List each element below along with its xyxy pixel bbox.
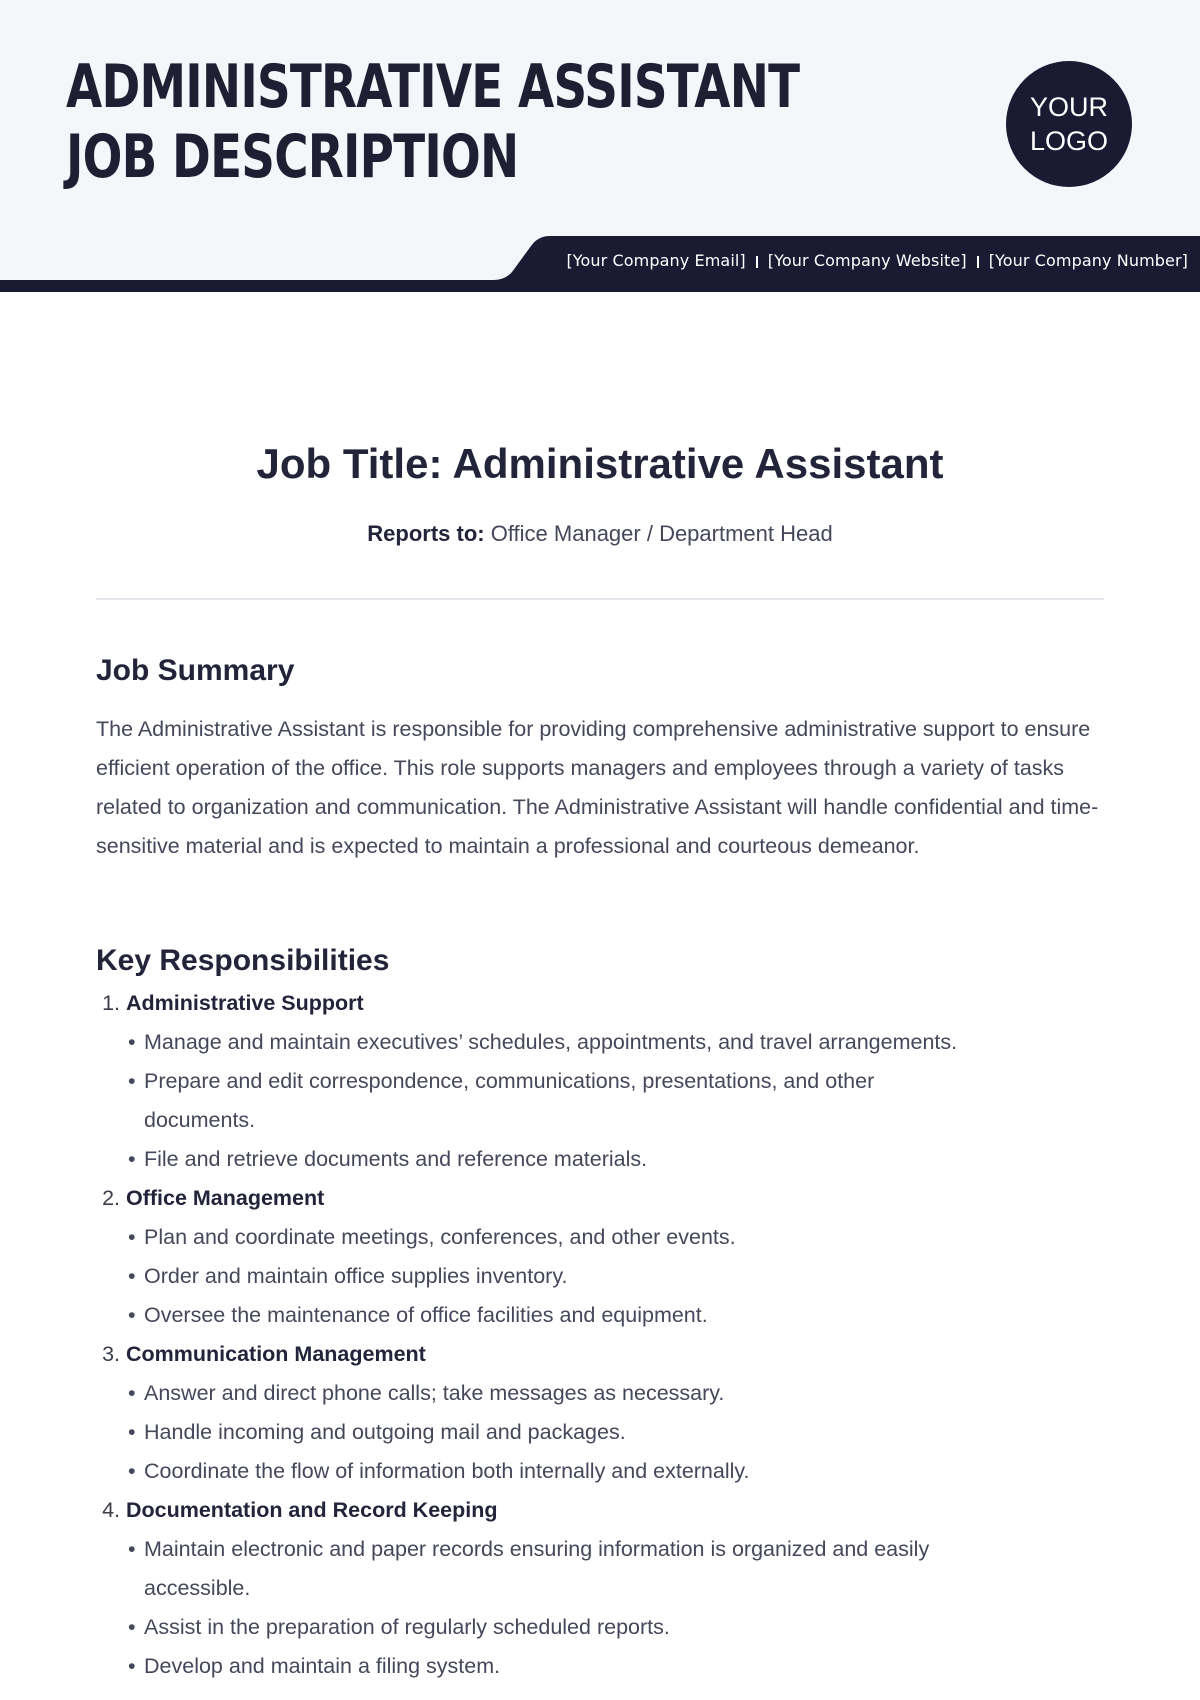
- contact-info: [566, 251, 1188, 270]
- responsibility-bullets: [96, 1530, 1104, 1686]
- bullet-item: • Order and maintain office supplies inventory.: [128, 1264, 568, 1288]
- responsibility-item: [96, 1179, 1104, 1335]
- company-email: [Your Company Email]: [566, 251, 746, 270]
- logo-text-line1: YOUR: [1029, 92, 1108, 122]
- bullet-item: • Assist in the preparation of regularly scheduled reports.: [128, 1615, 670, 1639]
- responsibility-item: [96, 984, 1104, 1179]
- section-divider: [96, 598, 1104, 600]
- reports-to: [96, 521, 1104, 547]
- job-title: Job Title: Administrative Assistant: [256, 440, 944, 487]
- document-title-line1: ADMINISTRATIVE ASSISTANT: [66, 52, 800, 122]
- bullet-item: • Maintain electronic and paper records ensuring information is organized and easily accessible.: [128, 1537, 930, 1600]
- responsibility-number: 1.: [102, 991, 120, 1015]
- company-logo: [1006, 61, 1132, 187]
- responsibility-number: 4.: [102, 1498, 120, 1522]
- responsibility-item: [96, 1491, 1104, 1686]
- company-number: [Your Company Number]: [988, 251, 1188, 270]
- responsibility-label: Administrative Support: [125, 991, 364, 1015]
- reports-to-label: Reports to:: [367, 521, 485, 546]
- responsibility-label: Communication Management: [125, 1342, 426, 1366]
- responsibility-label: Documentation and Record Keeping: [125, 1498, 498, 1522]
- key-responsibilities-heading: Key Responsibilities: [96, 944, 390, 977]
- job-summary-text: The Administrative Assistant is responsible for providing comprehensive administrative support to ensure efficient operation of the office. This role supports managers and employees through a variety of tasks related to organization and communication. The Administrative Assistant will handle confidential and time-sensitive material and is expected to maintain a professional and courteous demeanor.: [96, 717, 1099, 858]
- responsibility-bullets: [96, 1374, 1104, 1491]
- contact-separator: [977, 256, 979, 268]
- bullet-item: • File and retrieve documents and reference materials.: [128, 1147, 648, 1171]
- responsibilities-list: [96, 984, 1104, 1686]
- document-title-line2: JOB DESCRIPTION: [66, 122, 519, 192]
- company-website: [Your Company Website]: [767, 251, 967, 270]
- responsibility-bullets: [96, 1023, 1104, 1179]
- document-title: [66, 52, 799, 192]
- bullet-item: • Handle incoming and outgoing mail and packages.: [128, 1420, 626, 1444]
- logo-text-line2: LOGO: [1029, 126, 1109, 156]
- job-summary-heading: Job Summary: [96, 654, 295, 687]
- reports-to-value: Office Manager / Department Head: [484, 521, 833, 546]
- bullet-item: • Coordinate the flow of information both internally and externally.: [128, 1459, 750, 1483]
- contact-band: [0, 236, 1200, 292]
- bullet-item: • Develop and maintain a filing system.: [128, 1654, 501, 1678]
- bullet-item: • Oversee the maintenance of office facilities and equipment.: [128, 1303, 708, 1327]
- bullet-item: • Plan and coordinate meetings, conferences, and other events.: [128, 1225, 736, 1249]
- bullet-item: • Answer and direct phone calls; take messages as necessary.: [128, 1381, 725, 1405]
- responsibility-number: 3.: [102, 1342, 120, 1366]
- responsibility-number: 2.: [102, 1186, 120, 1210]
- contact-separator: [756, 256, 758, 268]
- bullet-item: • Prepare and edit correspondence, communications, presentations, and other documents.: [128, 1069, 875, 1132]
- responsibility-item: [96, 1335, 1104, 1491]
- responsibility-bullets: [96, 1218, 1104, 1335]
- responsibility-label: Office Management: [125, 1186, 325, 1210]
- bullet-item: • Manage and maintain executives’ schedules, appointments, and travel arrangements.: [128, 1030, 958, 1054]
